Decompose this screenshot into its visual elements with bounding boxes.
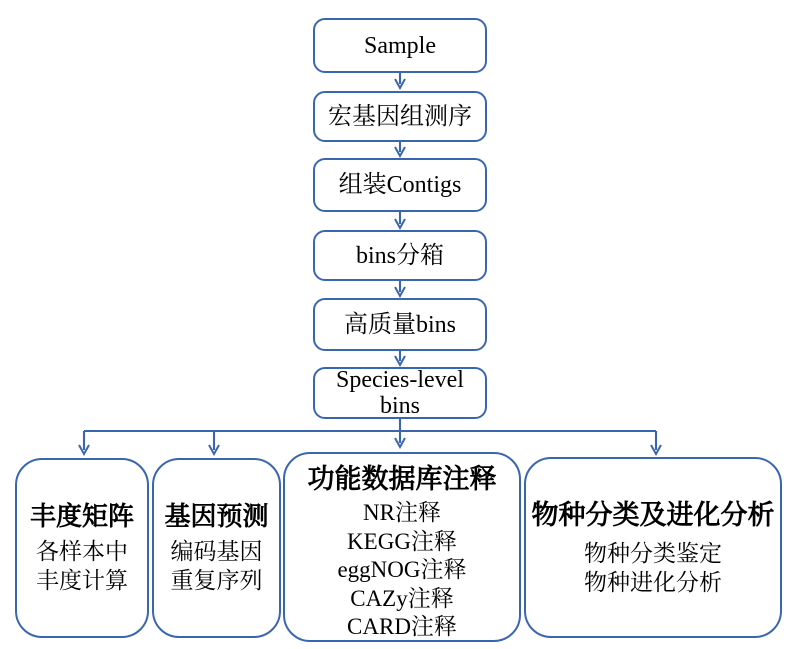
branch-gene-prediction bbox=[152, 458, 281, 638]
flow-node-label: 组装Contigs bbox=[338, 172, 462, 198]
flow-node-label: bins分箱 bbox=[355, 242, 444, 269]
branch-item: KEGG注释 bbox=[347, 528, 457, 554]
branch-item: 物种进化分析 bbox=[584, 569, 722, 595]
branch-taxonomy-evolution bbox=[524, 457, 782, 638]
branch-title: 物种分类及进化分析 bbox=[531, 499, 775, 530]
flow-node-label: 高质量bins bbox=[343, 311, 456, 338]
flow-node-species-level-bins bbox=[313, 367, 487, 419]
branch-items bbox=[337, 499, 466, 642]
branch-title: 功能数据库注释 bbox=[307, 464, 497, 494]
branch-items bbox=[171, 537, 263, 595]
branch-items bbox=[584, 539, 722, 597]
branch-abundance-matrix bbox=[15, 458, 149, 638]
flow-node-sample bbox=[313, 18, 487, 73]
flow-node-label: 宏基因组测序 bbox=[328, 103, 472, 130]
branch-item: 丰度计算 bbox=[36, 568, 128, 593]
branch-title: 丰度矩阵 bbox=[29, 502, 134, 531]
branch-item: 重复序列 bbox=[170, 568, 263, 593]
branch-item: CARD注释 bbox=[347, 614, 457, 639]
branch-item: eggNOG注释 bbox=[337, 557, 467, 582]
branch-item: 各样本中 bbox=[36, 539, 128, 564]
branch-item: CAZy注释 bbox=[350, 585, 454, 611]
branch-item: 编码基因 bbox=[170, 539, 263, 564]
flow-node-high-quality-bins bbox=[313, 298, 487, 351]
branch-item: 物种分类鉴定 bbox=[584, 540, 722, 566]
flow-node-label: Sample bbox=[364, 32, 436, 59]
branch-title: 基因预测 bbox=[164, 502, 269, 531]
flow-node-assembly-contigs bbox=[313, 158, 487, 212]
branch-item: NR注释 bbox=[363, 500, 441, 525]
flow-node-label: Species-level bins bbox=[336, 367, 464, 419]
branch-items bbox=[36, 537, 128, 595]
flow-node-bins-binning bbox=[313, 230, 487, 281]
flow-node-metagenome-sequencing bbox=[313, 91, 487, 142]
branch-function-annotation bbox=[283, 452, 521, 642]
